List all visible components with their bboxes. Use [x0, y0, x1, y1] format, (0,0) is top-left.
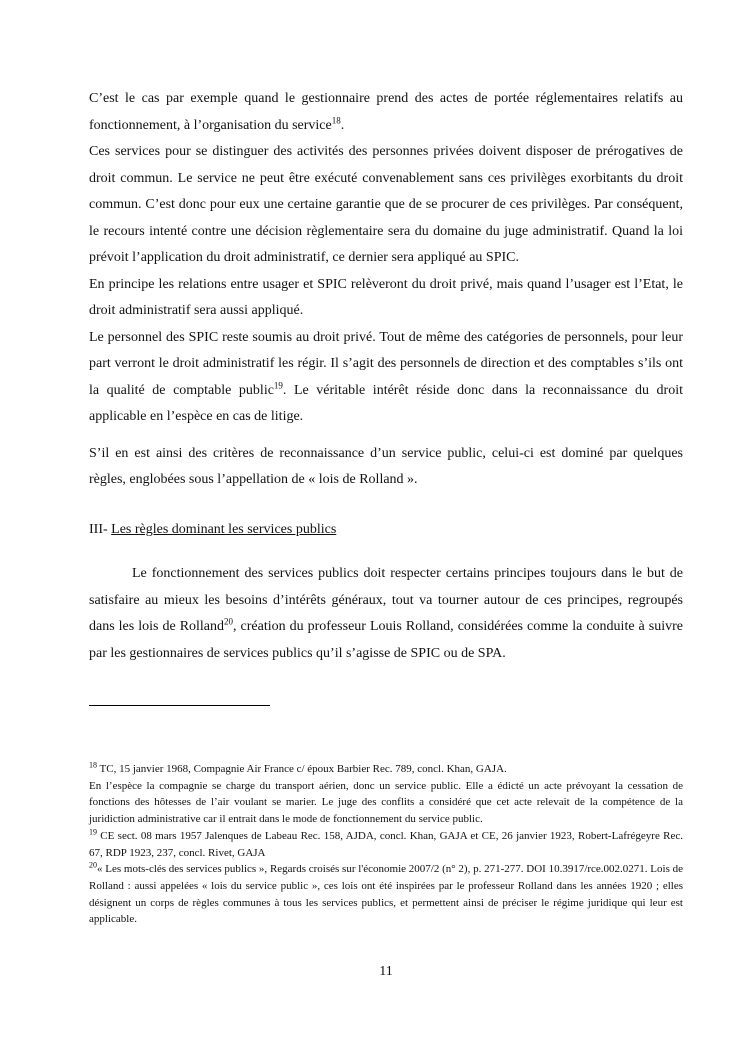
footnote-19: $^{19}$ CE sect. 08 mars 1957 Jalenques de Labeau Rec. 158, AJDA, concl. Khan, GAJA et CE, 26 janvier 1923, Robert-Lafrégeyre Rec. 67, RDP 1923, 237, concl. Rivet, GAJA [89, 827, 683, 859]
footnote-ref-19[interactable]: 19 [273, 379, 283, 390]
paragraph-2: Ces services pour se distinguer des activités des personnes privées doivent disposer de prérogatives de droit commun. Le service ne peut être exécuté convenablement sans ces privilèges exorbitants du droit commun. C’est donc pour eux une certaine garantie que de se procurer de ces privilèges. Par conséquent, le recours intenté contre une décision règlementaire sera du domaine du juge administratif. Quand la loi prévoit l’application du droit administratif, ce dernier sera appliqué au SPIC. [89, 144, 683, 265]
paragraph-3: En principe les relations entre usager et SPIC relèveront du droit privé, mais quand l’usager est l’Etat, le droit administratif sera aussi appliqué. [89, 276, 683, 318]
footnote-separator [89, 705, 270, 706]
footnote-20: $^{20}$« Les mots-clés des services publics », Regards croisés sur l'économie 2007/2 (n° 2), p. 271-277. DOI 10.3917/rce.002.0271. Lois de Rolland : aussi appelées « lois du service public », ces lois ont été inspirées par le professeur Rolland dans les années 1920 ; elles désignent un corps de règles communes à tous les services publics, et permettent ainsi de préciser le régime juridique qui leur est applicable. [89, 860, 683, 926]
footnote-ref-18[interactable]: 18 [331, 114, 341, 125]
page-number: 11 [379, 964, 393, 979]
footnote-18: $^{18}$ TC, 15 janvier 1968, Compagnie Air France c/ époux Barbier Rec. 789, concl. Khan, GAJA. [89, 760, 507, 775]
paragraph-1: C’est le cas par exemple quand le gestionnaire prend des actes de portée réglementaires relatifs au fonctionnement, à l’organisation du service$^{18}$. [89, 91, 683, 133]
section-heading-title: Les règles dominant les services publics [111, 522, 337, 537]
body-text-block [89, 86, 683, 494]
paragraph-5: S’il en est ainsi des critères de reconnaissance d’un service public, celui-ci est dominé par quelques règles, englobées sous l’appellation de « lois de Rolland ». [89, 445, 683, 487]
footnotes [89, 761, 683, 928]
paragraph-6: Le fonctionnement des services publics doit respecter certains principes toujours dans le but de satisfaire au mieux les besoins d’intérêts généraux, tout va tourner autour de ces principes, regroupés dans les lois de Rolland$^{20}$, création du professeur Louis Rolland, considérées comme la conduite à suivre par les gestionnaires de services publics qu’il s’agisse de SPIC ou de SPA. [89, 566, 683, 661]
paragraph-4: Le personnel des SPIC reste soumis au droit privé. Tout de même des catégories de personnels, pour leur part verront le droit administratif les régir. Il s’agit des personnels de direction et des comptables s’ils ont la qualité de comptable public$^{19}$. Le véritable intérêt réside donc dans la reconnaissance du droit applicable en l’espèce en cas de litige. [89, 329, 684, 424]
footnote-18-detail: En l’espèce la compagnie se charge du transport aérien, donc un service public. Elle a édicté un acte prévoyant la cessation de fonctions des hôtesses de l’air voulant se marier. Le juge des conflits a considéré que cet acte relevait de la compétence de la juridiction administrative car il entrait dans le mode de fonctionnement du service public. [89, 779, 683, 826]
section-heading: III- Les règles dominant les services publics [89, 522, 337, 537]
body-text-block-2 [89, 561, 683, 667]
footnote-ref-20[interactable]: 20 [224, 616, 234, 627]
